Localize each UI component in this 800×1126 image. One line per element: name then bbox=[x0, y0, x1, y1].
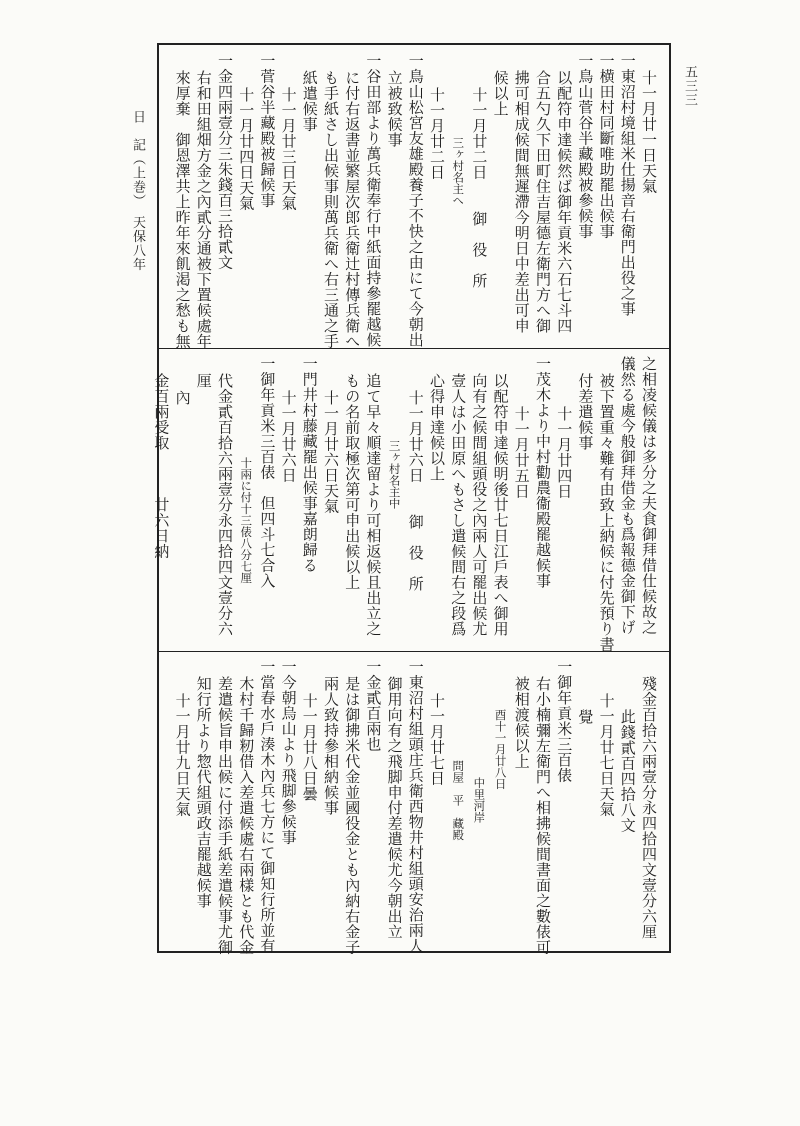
text-column: 一茂木より中村勸農衞殿罷越候事 bbox=[533, 356, 552, 589]
text-column: 合五勺久下田町住吉屋德左衛門方へ御 bbox=[533, 69, 552, 334]
text-column: 三ヶ村名主へ bbox=[451, 137, 466, 206]
text-column: 之相凌候儀は多分之夫食御拜借仕候故之 bbox=[639, 356, 658, 635]
text-column: 兩人致持參相納候事 bbox=[321, 675, 340, 816]
text-column: 右和田組畑方金之內貳分通被下置候處年 bbox=[194, 69, 213, 349]
text-column: 是は御拂米代金並國役金とも內納右金子 bbox=[343, 675, 362, 955]
text-column: 以配符申達候明後廿七日江戶表へ御用 bbox=[491, 372, 510, 637]
text-column: 一横田村同斷唯助罷出候事 bbox=[597, 53, 616, 239]
text-column: 來厚棄 御恩澤共上昨年來飢渇之愁も無 bbox=[173, 69, 192, 349]
text-column: 紙遣候事 bbox=[300, 69, 319, 132]
text-column: 儀然る處今般御拜借金も爲報德金御下げ bbox=[618, 356, 637, 635]
text-column: 覺 bbox=[576, 709, 595, 725]
text-column: もの名前取極次第可申出候以上 bbox=[343, 372, 362, 590]
text-column: 一金四兩壹分三朱錢百三拾貳文 bbox=[215, 53, 234, 270]
text-panel-bottom bbox=[159, 651, 669, 955]
text-column: に付右返書並繁屋次郎兵衛辻村傳兵衛へ bbox=[343, 69, 362, 349]
text-column: 十一月廿三日天氣 bbox=[279, 86, 298, 211]
text-column: 十一月廿八日曇 bbox=[300, 692, 319, 802]
text-column: 內 bbox=[173, 389, 192, 406]
text-column: 壹人は小田原へもさし遣候間右之段爲 bbox=[449, 372, 468, 637]
text-column: 問屋 平 藏殿 bbox=[451, 759, 466, 841]
text-column: 十兩に付十三俵八分七厘 bbox=[239, 456, 254, 584]
text-column: 此錢貳百四拾八文 bbox=[618, 709, 637, 834]
text-column: も手紙さし出候事則萬兵衛へ右三通之手 bbox=[321, 69, 340, 349]
text-column: 心得申達候以上 bbox=[427, 372, 446, 482]
text-column: 木村千歸籾借入差遣候處右兩樣とも代金 bbox=[237, 675, 256, 955]
text-column: 御用向有之飛脚申付差遣候尤今朝出立 bbox=[385, 675, 404, 940]
text-column: 差遣候旨申出候に付添手紙差遣候事尤御 bbox=[215, 675, 234, 955]
text-column: 一御年貢米三百俵 bbox=[555, 659, 574, 783]
text-column: 十一月廿六日天氣 bbox=[321, 389, 340, 514]
text-column: 十一月廿九日天氣 bbox=[173, 692, 192, 817]
text-column: 十一月廿五日 bbox=[512, 406, 531, 500]
text-column: 一鳥山菅谷半藏殿被參候事 bbox=[576, 53, 595, 239]
text-column: 一鳥山松宮友雄殿養子不快之由にて今朝出 bbox=[406, 53, 425, 348]
text-column: 右小楠彌左衛門へ相拂候間書面之數俵可 bbox=[533, 675, 552, 955]
text-column: 三ヶ村名主中 bbox=[387, 440, 402, 509]
text-column: 十一月廿一日天氣 bbox=[639, 69, 658, 194]
text-column: 立被致候事 bbox=[385, 69, 404, 148]
text-column: 候以上 bbox=[491, 69, 510, 117]
text-column: 被相渡候以上 bbox=[512, 675, 531, 769]
text-column: 十一月廿二日 御 役 所 bbox=[470, 86, 489, 289]
text-column: 被下置重々難有由致上納候に付先預り書 bbox=[597, 372, 616, 652]
text-column: 拂可相成候間無遲滯今明日中差出可申 bbox=[512, 69, 531, 334]
text-column: 一當春水戶湊木內兵七方にて御知行所並有 bbox=[258, 659, 277, 954]
text-column: 一菅谷半藏殿被歸候事 bbox=[258, 53, 277, 208]
text-column: 厘 bbox=[194, 372, 213, 389]
text-column: 向有之候間組頭役之內兩人可罷出候尤 bbox=[470, 372, 489, 637]
text-column: 十一月廿六日 bbox=[279, 389, 298, 483]
text-column: 一東沼村組頭庄兵衛西物井村組頭安治兩人 bbox=[406, 659, 425, 954]
text-panel-middle bbox=[152, 348, 669, 652]
page-number: 五三三 bbox=[682, 65, 697, 107]
text-column: 十一月廿四日天氣 bbox=[237, 86, 256, 211]
text-column: 一金貳百兩也 bbox=[364, 659, 383, 752]
text-column: 十一月廿六日 御 役 所 bbox=[406, 389, 425, 592]
text-column: 十一月廿七日天氣 bbox=[597, 692, 616, 817]
text-column: 一門井村藤藏罷出候事嘉朗歸る bbox=[300, 356, 319, 573]
text-column: 一今朝烏山より飛脚參候事 bbox=[279, 659, 298, 845]
text-column: 中里河岸 bbox=[472, 776, 487, 823]
text-column: 一東沼村境組米仕揚音右衛門出役之事 bbox=[618, 53, 637, 317]
text-column: 十一月廿四日 bbox=[555, 406, 574, 500]
text-column: 十一月廿二日 bbox=[427, 86, 446, 180]
text-column: 殘金百拾六兩壹分永四拾四文壹分六厘 bbox=[639, 675, 658, 940]
page-frame bbox=[152, 43, 671, 955]
text-column: 代金貳百拾六兩壹分永四拾四文壹分六 bbox=[215, 372, 234, 637]
text-column: 付差遣候事 bbox=[576, 372, 595, 451]
text-column: 一御年貢米三百俵 但四斗七合入 bbox=[258, 356, 277, 589]
text-column: 金百兩受取 廿六日納 bbox=[152, 372, 171, 559]
text-column: 一谷田部より萬兵衛奉行中紙面持參罷越候 bbox=[364, 53, 383, 348]
text-panel-top bbox=[159, 45, 669, 348]
text-column: 十一月廿七日 bbox=[427, 692, 446, 786]
text-column: 酉十一月廿八日 bbox=[493, 709, 508, 790]
text-column: 知行所より惣代組頭政吉罷越候事 bbox=[194, 675, 213, 909]
text-column: 追て早々順達留より可相返候且出立之 bbox=[364, 372, 383, 637]
running-header: 日 記（上巻） 天保八年 bbox=[130, 110, 145, 272]
text-column: 以配符申達候然ば御年貢米六石七斗四 bbox=[555, 69, 574, 334]
